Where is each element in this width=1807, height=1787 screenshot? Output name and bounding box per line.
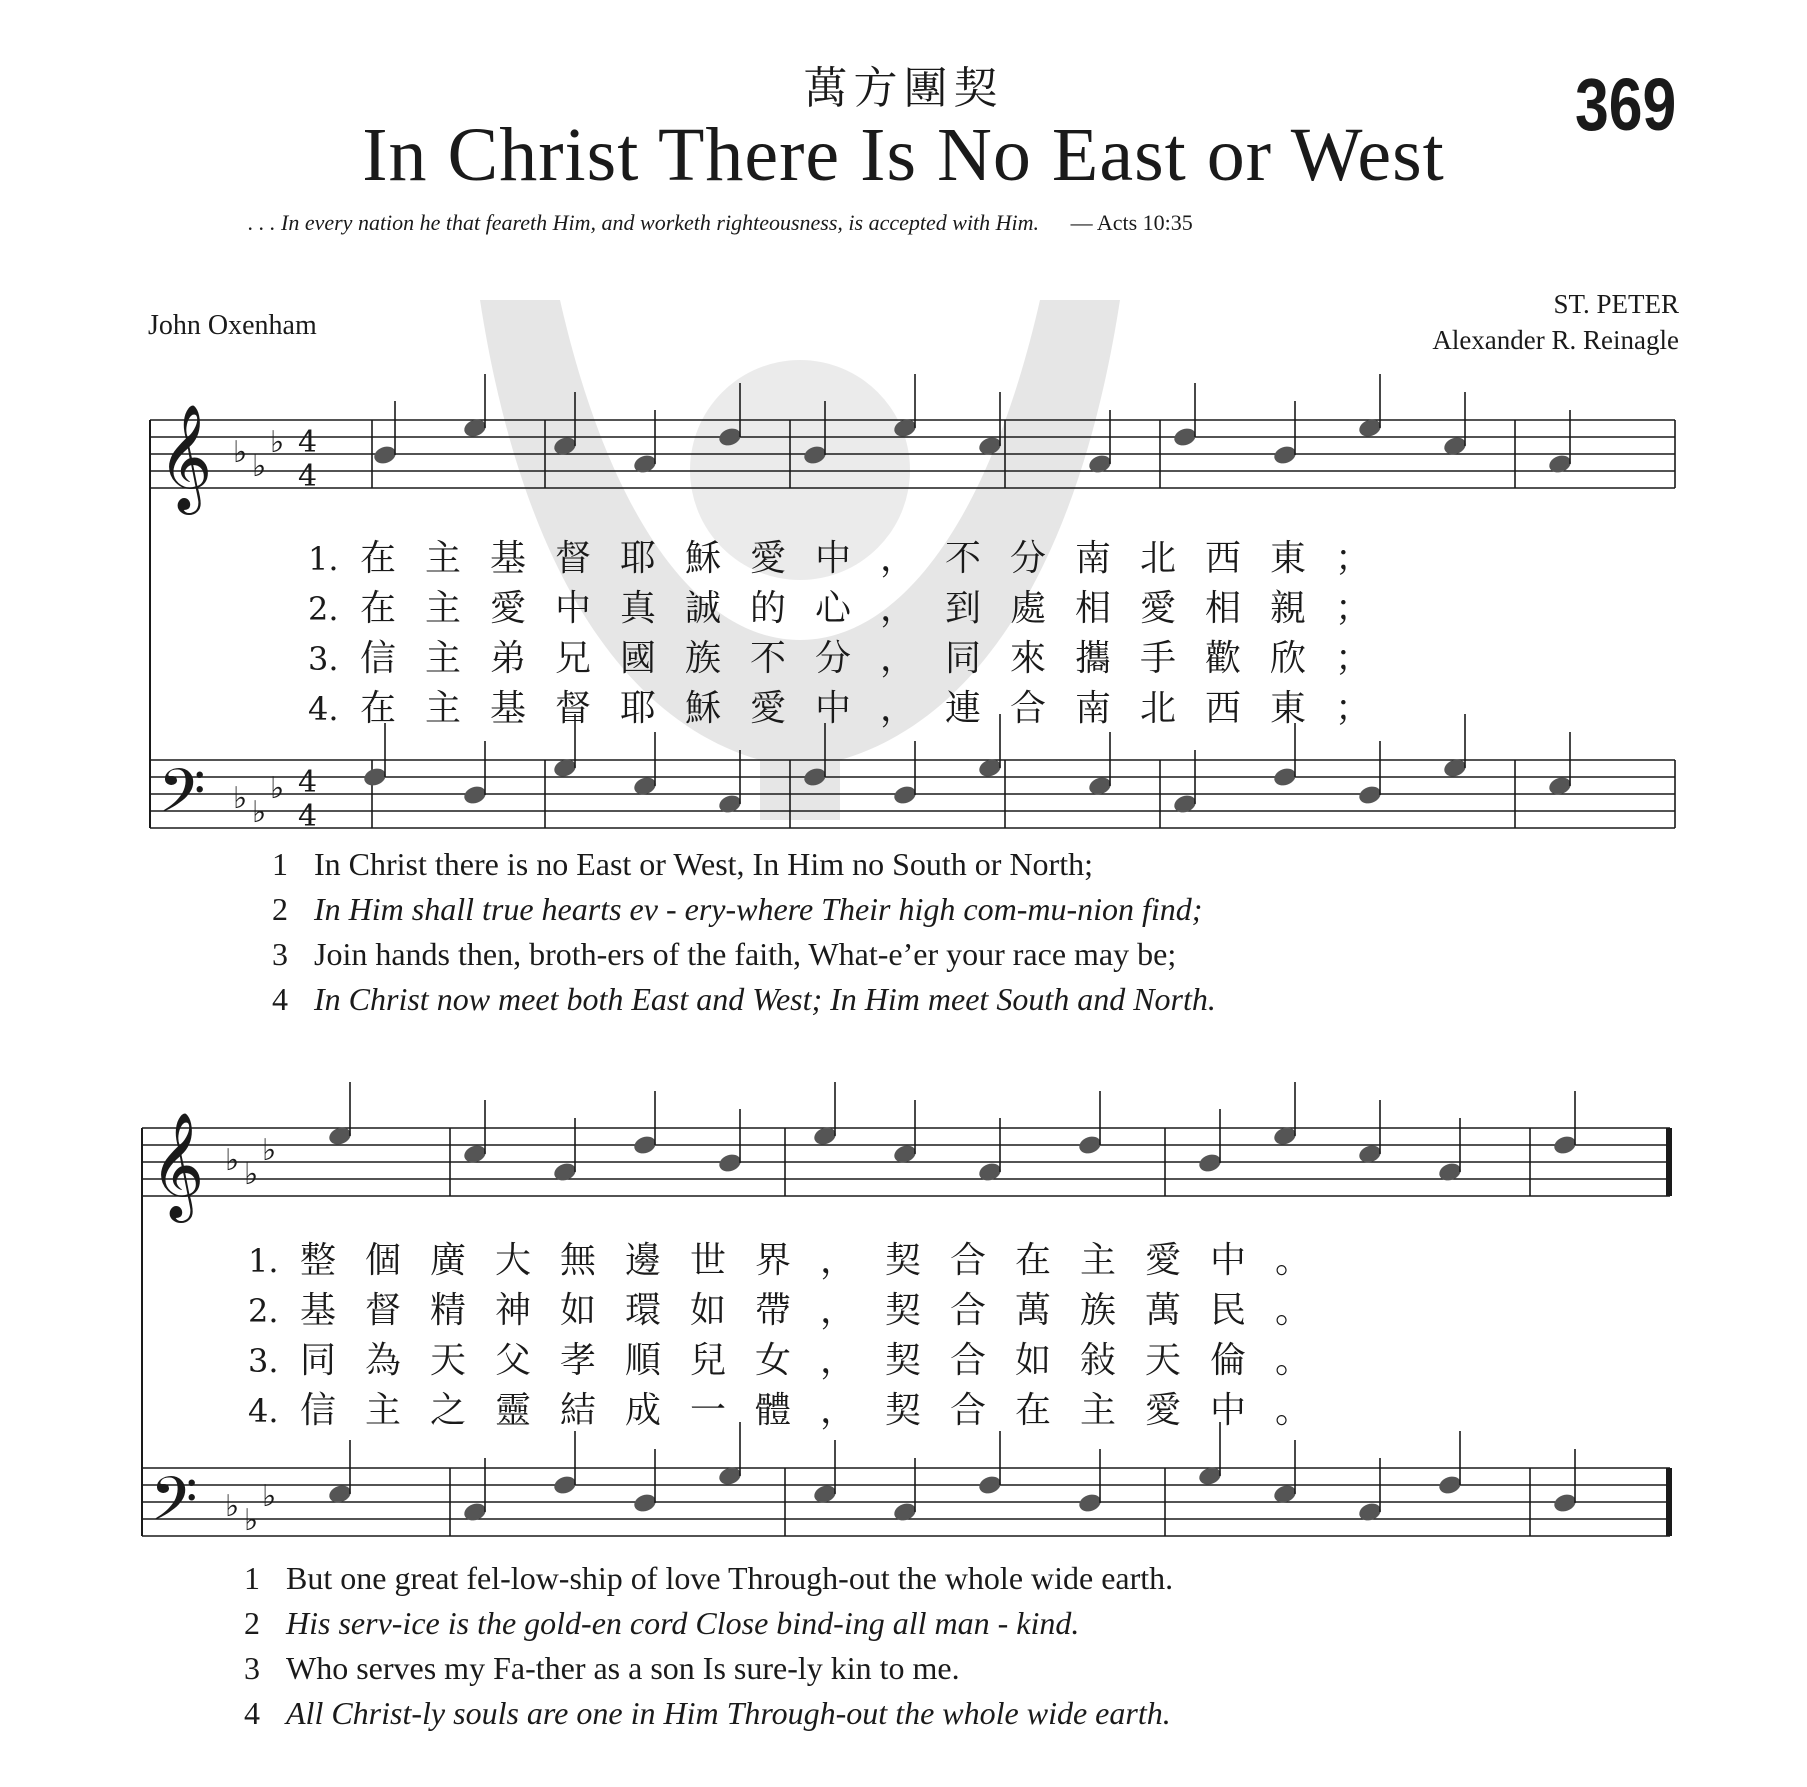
treble-note <box>802 444 828 467</box>
hymn-number: 369 <box>1575 63 1677 146</box>
verse-text: 整個廣大無邊世界，契合在主愛中。 <box>300 1240 1341 1281</box>
verse-text: In Him shall true hearts ev - ery-where Their high com-mu-nion find; <box>314 891 1203 927</box>
english-verse-line <box>244 1605 1079 1642</box>
chinese-verse-line <box>308 680 1400 731</box>
final-barline <box>1666 1468 1672 1536</box>
treble-note <box>552 1161 578 1184</box>
bass-note <box>1357 784 1383 807</box>
hymn-title: In Christ There Is No East or West <box>362 113 1445 197</box>
english-verse-line <box>272 981 1216 1018</box>
flat-sign: ♭ <box>270 771 285 806</box>
verse-number: 2. <box>308 590 339 628</box>
flat-sign: ♭ <box>225 1489 240 1524</box>
verse-number: 1 <box>244 1560 260 1596</box>
chinese-title: 萬方團契 <box>803 63 1004 114</box>
verse-text: 在主愛中真誠的心，到處相愛相親； <box>360 588 1401 629</box>
treble-note <box>1272 444 1298 467</box>
bass-note <box>802 766 828 789</box>
treble-note <box>1437 1161 1463 1184</box>
flat-sign: ♭ <box>244 1503 259 1538</box>
verse-number: 2 <box>244 1605 260 1641</box>
verse-number: 4. <box>248 1392 279 1430</box>
verse-text: Who serves my Fa-ther as a son Is sure-ly kin to me. <box>286 1650 960 1686</box>
bass-note <box>1437 1474 1463 1497</box>
verse-text: His serv-ice is the gold-en cord Close bind-ing all man - kind. <box>286 1605 1080 1641</box>
author: John Oxenham <box>148 310 317 341</box>
treble-note <box>1172 426 1198 449</box>
epigraph-text: . . . In every nation he that feareth Him, and worketh righteousness, is accepted with Him. <box>248 210 1040 235</box>
treble-clef: 𝄞 <box>158 403 213 510</box>
english-verse-line <box>244 1650 960 1687</box>
verse-text: Join hands then, broth-ers of the faith, What-e’er your race may be; <box>314 936 1177 972</box>
chinese-verse-line <box>308 580 1400 631</box>
bass-note <box>1172 793 1198 816</box>
verse-number: 2 <box>272 891 288 927</box>
english-verse-line <box>244 1695 1171 1732</box>
treble-note <box>1552 1134 1578 1157</box>
composer: Alexander R. Reinagle <box>1432 325 1679 355</box>
verse-number: 4. <box>308 690 339 728</box>
english-verse-line <box>272 936 1176 973</box>
bass-note <box>462 1501 488 1524</box>
flat-sign: ♭ <box>244 1157 259 1192</box>
verse-text: 在主基督耶穌愛中，不分南北西東； <box>360 538 1401 579</box>
verse-text: 在主基督耶穌愛中，連合南北西東； <box>360 688 1401 729</box>
final-barline <box>1666 1128 1672 1196</box>
chinese-verse-line <box>308 530 1400 581</box>
bass-note <box>892 1501 918 1524</box>
time-signature: 4 <box>298 459 318 494</box>
verse-text: 信主之靈結成一體，契合在主愛中。 <box>300 1390 1341 1431</box>
verse-number: 3. <box>308 640 339 678</box>
flat-sign: ♭ <box>270 425 285 460</box>
chinese-verse-line <box>248 1232 1340 1283</box>
verse-text: In Christ there is no East or West, In Him no South or North; <box>314 846 1093 882</box>
bass-note <box>1077 1492 1103 1515</box>
verse-text: 同為天父孝順兒女，契合如敍天倫。 <box>300 1340 1341 1381</box>
treble-note <box>1197 1152 1223 1175</box>
treble-note <box>632 453 658 476</box>
flat-sign: ♭ <box>262 1133 277 1168</box>
verse-number: 3. <box>248 1342 279 1380</box>
verse-text: But one great fel-low-ship of love Through-out the whole wide earth. <box>286 1560 1174 1596</box>
verse-number: 1. <box>308 540 339 578</box>
verse-text: 基督精神如環如帶，契合萬族萬民。 <box>300 1290 1341 1331</box>
treble-note <box>1547 453 1573 476</box>
flat-sign: ♭ <box>252 449 267 484</box>
chinese-verse-line <box>248 1282 1340 1333</box>
verse-text: All Christ-ly souls are one in Him Through-out the whole wide earth. <box>286 1695 1171 1731</box>
bass-note <box>552 1474 578 1497</box>
treble-note <box>717 1152 743 1175</box>
tune-name: ST. PETER <box>1553 289 1679 319</box>
verse-text: 信主弟兄國族不分，同來攜手歡欣； <box>360 638 1401 679</box>
english-verse-line <box>244 1560 1173 1597</box>
epigraph-reference: — Acts 10:35 <box>1070 210 1193 235</box>
verse-number: 1 <box>272 846 288 882</box>
verse-number: 4 <box>244 1695 260 1731</box>
treble-note <box>372 444 398 467</box>
bass-clef: 𝄢 <box>158 756 206 842</box>
flat-sign: ♭ <box>252 795 267 830</box>
bass-note <box>892 784 918 807</box>
time-signature: 4 <box>298 425 318 460</box>
verse-number: 3 <box>244 1650 260 1686</box>
treble-note <box>717 426 743 449</box>
treble-note <box>632 1134 658 1157</box>
bass-note <box>1552 1492 1578 1515</box>
verse-number: 3 <box>272 936 288 972</box>
treble-note <box>977 1161 1003 1184</box>
chinese-verse-line <box>248 1332 1340 1383</box>
time-signature: 4 <box>298 765 318 800</box>
bass-note <box>632 1492 658 1515</box>
english-verse-line <box>272 891 1202 928</box>
english-verse-line <box>272 846 1093 883</box>
bass-note <box>977 1474 1003 1497</box>
bass-note <box>1272 766 1298 789</box>
bass-note <box>362 766 388 789</box>
chinese-verse-line <box>308 630 1400 681</box>
bass-note <box>462 784 488 807</box>
treble-note <box>1087 453 1113 476</box>
flat-sign: ♭ <box>262 1479 277 1514</box>
verse-number: 2. <box>248 1292 279 1330</box>
bass-note <box>1357 1501 1383 1524</box>
treble-clef: 𝄞 <box>150 1111 205 1218</box>
bass-clef: 𝄢 <box>150 1464 198 1550</box>
flat-sign: ♭ <box>233 781 248 816</box>
verse-number: 1. <box>248 1242 279 1280</box>
chinese-verse-line <box>248 1382 1340 1433</box>
time-signature: 4 <box>298 799 318 834</box>
verse-number: 4 <box>272 981 288 1017</box>
bass-note <box>717 793 743 816</box>
flat-sign: ♭ <box>225 1143 240 1178</box>
verse-text: In Christ now meet both East and West; In Him meet South and North. <box>314 981 1216 1017</box>
treble-note <box>1077 1134 1103 1157</box>
flat-sign: ♭ <box>233 435 248 470</box>
